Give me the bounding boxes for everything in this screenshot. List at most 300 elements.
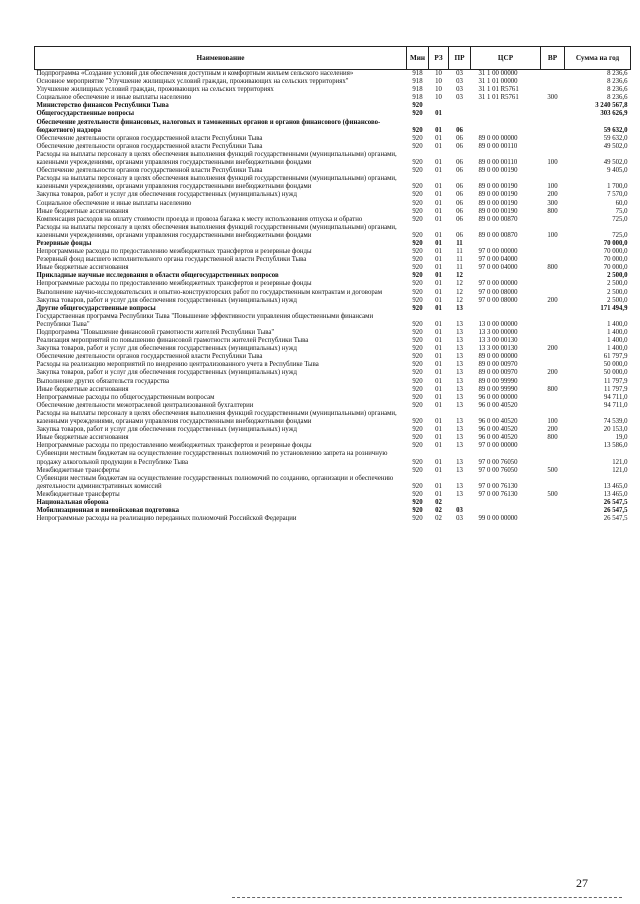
row-min: 918: [412, 70, 423, 77]
row-vr: [541, 305, 565, 313]
row-pr: 06: [456, 231, 463, 239]
row-vr: [541, 167, 565, 175]
row-csr: [471, 272, 541, 280]
row-sum: 70 000,0: [603, 264, 628, 272]
row-min: 920: [412, 337, 423, 345]
row-vr: [541, 256, 565, 264]
row-sum: 1 400,0: [607, 345, 628, 353]
row-pr: 13: [456, 401, 463, 409]
row-sum: 2 500,0: [607, 296, 628, 304]
row-csr: [471, 305, 541, 313]
table-row: [35, 353, 631, 361]
row-name: Основное мероприятие "Улучшение жилищных условий граждан, проживающих на сельских территориях": [36, 78, 349, 86]
row-vr: [541, 442, 565, 450]
row-min: 920: [412, 159, 423, 167]
header-vr: ВР: [541, 47, 565, 70]
row-rz: 01: [435, 207, 442, 215]
row-pr: 13: [456, 393, 463, 401]
row-rz: 01: [435, 434, 442, 442]
table-row: [35, 135, 631, 143]
row-name: Обеспечение деятельности финансовых, налоговых и таможенных органов и органов финансового (финансово-бюджетного) надзора: [36, 118, 381, 134]
row-vr: [541, 378, 565, 386]
row-min: 920: [412, 466, 423, 474]
row-min: 920: [412, 272, 423, 280]
table-row: [35, 410, 631, 426]
table-row: [35, 200, 631, 208]
row-name: Резервные фонды: [36, 239, 92, 247]
row-name: Резервный фонд высшего исполнительного органа государственной власти Республики Тыва: [36, 256, 307, 264]
table-row: [35, 240, 631, 248]
row-pr: [449, 110, 471, 118]
row-rz: 01: [435, 159, 442, 167]
row-csr: 89 0 00 99990: [478, 377, 518, 385]
table-row: [35, 143, 631, 151]
row-name: Закупка товаров, работ и услуг для обеспечения государственных (муниципальных) нужд: [36, 369, 297, 377]
row-min: 920: [412, 434, 423, 442]
row-csr: 96 0 00 00000: [478, 393, 518, 401]
row-name: Национальная оборона: [36, 498, 109, 506]
row-csr: 99 0 00 00000: [478, 515, 518, 523]
row-vr: [541, 216, 565, 224]
row-csr: 89 0 00 00870: [478, 231, 518, 239]
table-row: [35, 434, 631, 442]
row-sum: 1 700,0: [607, 183, 628, 191]
row-vr: 200: [547, 345, 558, 353]
table-row: [35, 191, 631, 199]
row-vr: 200: [547, 296, 558, 304]
row-min: 920: [412, 393, 423, 401]
row-rz: 01: [435, 442, 442, 450]
row-vr: [541, 515, 565, 523]
row-sum: 2 500,0: [607, 272, 628, 280]
row-rz: 10: [435, 78, 442, 86]
row-min: 920: [412, 248, 423, 256]
row-vr: 100: [547, 418, 558, 426]
table-row: [35, 167, 631, 175]
row-csr: 89 0 00 00000: [478, 353, 518, 361]
table-body: [35, 70, 631, 524]
row-vr: [541, 110, 565, 118]
row-name: Иные бюджетные ассигнования: [36, 385, 129, 393]
row-vr: [541, 280, 565, 288]
row-pr: 13: [456, 466, 463, 474]
row-min: 920: [412, 215, 423, 223]
row-sum: 1 400,0: [607, 320, 628, 328]
row-csr: 89 0 00 00870: [478, 215, 518, 223]
row-vr: [541, 70, 565, 79]
row-csr: 97 0 00 00000: [478, 280, 518, 288]
row-rz: 01: [435, 482, 442, 490]
row-vr: 500: [547, 466, 558, 474]
row-pr: 12: [456, 272, 463, 280]
row-rz: 01: [435, 401, 442, 409]
row-rz: 01: [435, 393, 442, 401]
table-row: [35, 450, 631, 466]
row-sum: 49 502,0: [603, 142, 628, 150]
row-name: Расходы на реализацию мероприятий по внедрению централизованного учета в Республике Тыва: [36, 361, 319, 369]
row-pr: 11: [456, 248, 463, 256]
row-name: Реализация мероприятий по повышению финансовой грамотности жителей Республики Тыва: [36, 337, 309, 345]
row-vr: 800: [547, 434, 558, 442]
row-min: 920: [412, 264, 423, 272]
row-pr: 13: [456, 426, 463, 434]
row-pr: 13: [456, 345, 463, 353]
row-rz: 01: [435, 256, 442, 264]
row-pr: 13: [456, 490, 463, 498]
row-min: 920: [412, 191, 423, 199]
row-pr: 12: [456, 288, 463, 296]
table-row: [35, 378, 631, 386]
row-pr: 11: [456, 256, 463, 264]
row-rz: 01: [435, 280, 442, 288]
row-csr: 97 0 00 00000: [478, 248, 518, 256]
row-pr: 06: [456, 167, 463, 175]
table-row: [35, 102, 631, 110]
row-min: 920: [412, 482, 423, 490]
row-rz: 01: [435, 239, 442, 247]
row-min: 920: [412, 490, 423, 498]
row-rz: 02: [435, 498, 442, 506]
row-csr: 89 0 00 00970: [478, 361, 518, 369]
row-rz: 01: [435, 458, 442, 466]
row-sum: 49 502,0: [603, 159, 628, 167]
row-rz: 01: [435, 110, 442, 118]
table-row: [35, 119, 631, 135]
table-row: [35, 264, 631, 272]
row-min: 920: [412, 199, 423, 207]
row-vr: 100: [547, 183, 558, 191]
row-min: 920: [412, 369, 423, 377]
row-min: 920: [412, 353, 423, 361]
row-sum: 11 797,9: [603, 377, 628, 385]
table-row: [35, 394, 631, 402]
row-rz: 02: [435, 507, 442, 515]
table-row: [35, 86, 631, 94]
row-min: 918: [412, 78, 423, 86]
row-name: Закупка товаров, работ и услуг для обеспечения государственных (муниципальных) нужд: [36, 426, 297, 434]
row-vr: [541, 86, 565, 94]
row-sum: 8 236,6: [607, 70, 628, 77]
row-name: Межбюджетные трансферты: [36, 490, 120, 498]
row-csr: [471, 507, 541, 515]
row-csr: 31 1 01 R5761: [478, 86, 519, 94]
row-vr: [541, 313, 565, 329]
row-pr: 13: [456, 337, 463, 345]
table-row: [35, 78, 631, 86]
row-rz: 01: [435, 248, 442, 256]
row-rz: 10: [435, 70, 442, 77]
page-number: 27: [576, 876, 588, 890]
row-sum: 75,0: [615, 207, 628, 215]
row-pr: 06: [456, 142, 463, 150]
header-sum: Сумма на год: [565, 47, 631, 70]
row-vr: [541, 119, 565, 135]
row-vr: 800: [547, 207, 558, 215]
row-rz: 01: [435, 167, 442, 175]
table-row: [35, 329, 631, 337]
table-row: [35, 426, 631, 434]
row-csr: 13 3 00 00130: [478, 337, 518, 345]
row-csr: 97 0 00 08000: [478, 296, 518, 304]
row-pr: 03: [456, 507, 463, 515]
row-min: 920: [412, 288, 423, 296]
row-pr: 03: [456, 94, 463, 102]
row-csr: 13 3 00 00130: [478, 345, 518, 353]
row-sum: 7 570,0: [607, 191, 628, 199]
row-csr: 96 0 00 40520: [478, 426, 518, 434]
row-rz: 01: [435, 418, 442, 426]
row-sum: 60,0: [615, 199, 628, 207]
row-pr: 03: [456, 515, 463, 523]
row-rz: 01: [435, 126, 442, 134]
row-sum: 121,0: [612, 466, 628, 474]
row-sum: 8 236,6: [607, 94, 628, 102]
row-min: 920: [412, 239, 423, 247]
row-vr: [541, 272, 565, 280]
row-min: 920: [412, 231, 423, 239]
row-pr: 12: [456, 280, 463, 288]
row-rz: 02: [435, 515, 442, 523]
row-pr: 13: [456, 353, 463, 361]
row-csr: 97 0 00 76050: [478, 466, 518, 474]
header-name: Наименование: [35, 47, 407, 70]
row-pr: 06: [456, 126, 463, 134]
row-pr: [449, 499, 471, 507]
row-rz: 01: [435, 199, 442, 207]
row-rz: 01: [435, 183, 442, 191]
row-min: 920: [412, 296, 423, 304]
row-name: Непрограммные расходы по предоставлению межбюджетных трансфертов и резервные фонды: [36, 248, 312, 256]
row-sum: 70 000,0: [603, 256, 628, 264]
row-csr: [471, 240, 541, 248]
row-pr: 06: [456, 199, 463, 207]
row-min: 920: [412, 418, 423, 426]
row-min: 920: [412, 256, 423, 264]
row-csr: 96 0 00 40520: [478, 418, 518, 426]
header-rz: РЗ: [429, 47, 449, 70]
row-sum: 121,0: [612, 458, 628, 466]
row-csr: 31 1 01 00000: [478, 78, 518, 86]
row-csr: 97 0 00 76050: [478, 458, 518, 466]
row-min: 920: [412, 280, 423, 288]
row-csr: 97 0 00 76130: [478, 482, 518, 490]
row-min: 920: [412, 498, 423, 506]
row-sum: 2 500,0: [607, 280, 628, 288]
row-name: Мобилизационная и вневойсковая подготовка: [36, 507, 180, 515]
row-rz: 01: [435, 377, 442, 385]
row-vr: [541, 102, 565, 110]
table-row: [35, 297, 631, 305]
row-sum: 8 236,6: [607, 86, 628, 94]
table-row: [35, 94, 631, 102]
row-csr: 89 0 00 00110: [478, 159, 518, 167]
row-vr: [541, 289, 565, 297]
row-sum: 2 500,0: [607, 288, 628, 296]
row-min: 920: [412, 304, 423, 312]
row-name: Социальное обеспечение и иные выплаты населению: [36, 94, 192, 102]
table-row: [35, 208, 631, 216]
table-row: [35, 248, 631, 256]
table-row: [35, 151, 631, 167]
row-rz: 01: [435, 329, 442, 336]
row-name: Непрограммные расходы по общегосударственным вопросам: [36, 393, 215, 401]
row-name: Компенсация расходов на оплату стоимости проезда и провоза багажа к месту использования отпуска и обратно: [36, 215, 363, 223]
table-row: [35, 369, 631, 377]
row-rz: 01: [435, 426, 442, 434]
row-vr: [541, 353, 565, 361]
row-vr: [541, 499, 565, 507]
row-vr: [541, 329, 565, 337]
row-sum: 59 632,0: [603, 134, 628, 142]
row-vr: [541, 143, 565, 151]
footer-rule: [232, 897, 622, 898]
table-row: [35, 337, 631, 345]
row-sum: 19,0: [615, 434, 628, 442]
row-min: 920: [412, 320, 423, 328]
table-row: [35, 499, 631, 507]
row-name: Расходы на выплаты персоналу в целях обеспечения выполнения функций государственными (муниципальными) органами, казенными учреждениями, органами управления государственными внебюджетными фондами: [36, 150, 397, 167]
row-name: Государственная программа Республики Тыва "Повышение эффективности управления общественными финансами Республики Тыва": [36, 312, 374, 328]
row-name: Общегосударственные вопросы: [36, 110, 135, 118]
row-vr: [541, 475, 565, 491]
row-pr: 13: [456, 377, 463, 385]
row-rz: 01: [435, 264, 442, 272]
row-min: 920: [412, 377, 423, 385]
row-csr: 89 0 00 00000: [478, 134, 518, 142]
header-csr: ЦСР: [471, 47, 541, 70]
row-rz: 01: [435, 191, 442, 199]
row-pr: 12: [456, 296, 463, 304]
row-sum: 26 547,5: [603, 498, 628, 506]
row-pr: 03: [456, 70, 463, 77]
row-name: Министерство финансов Республики Тыва: [36, 102, 169, 110]
row-min: 920: [412, 442, 423, 450]
row-sum: 3 240 567,8: [595, 102, 628, 110]
table-row: [35, 345, 631, 353]
row-sum: 50 000,0: [603, 361, 628, 369]
row-csr: 89 0 00 00190: [478, 199, 518, 207]
row-name: Обеспечение деятельности органов государственной власти Республики Тыва: [36, 142, 263, 150]
row-vr: [541, 394, 565, 402]
row-min: 920: [412, 507, 423, 515]
row-min: 920: [412, 134, 423, 142]
row-min: 920: [412, 401, 423, 409]
row-rz: 01: [435, 215, 442, 223]
row-csr: 97 0 00 00000: [478, 442, 518, 450]
row-rz: 01: [435, 142, 442, 150]
row-name: Обеспечение деятельности органов государственной власти Республики Тыва: [36, 134, 263, 142]
header-min: Мин: [407, 47, 429, 70]
row-name: Выполнение других обязательств государства: [36, 377, 170, 385]
row-csr: [471, 499, 541, 507]
table-header: [35, 47, 631, 70]
row-csr: 97 0 00 08000: [478, 288, 518, 296]
table-row: [35, 386, 631, 394]
row-min: 920: [412, 361, 423, 369]
row-name: Непрограммные расходы по предоставлению межбюджетных трансфертов и резервные фонды: [36, 442, 312, 450]
row-min: 918: [412, 94, 423, 102]
row-sum: 26 547,5: [603, 507, 628, 515]
row-vr: 100: [547, 159, 558, 167]
row-sum: 725,0: [612, 231, 628, 239]
row-name: Закупка товаров, работ и услуг для обеспечения государственных (муниципальных) нужд: [36, 345, 297, 353]
row-pr: 06: [456, 134, 463, 142]
row-vr: 300: [547, 94, 558, 102]
row-name: Субвенции местным бюджетам на осуществление государственных полномочий по созданию, организации и обеспечению деятельности административных комиссий: [36, 474, 394, 490]
row-pr: 13: [456, 442, 463, 450]
row-csr: 89 0 00 99990: [478, 385, 518, 393]
row-csr: 13 0 00 00000: [478, 320, 518, 328]
row-rz: [429, 102, 449, 110]
row-csr: 31 1 00 00000: [478, 70, 518, 77]
row-rz: 01: [435, 385, 442, 393]
table-row: [35, 515, 631, 523]
row-rz: 01: [435, 134, 442, 142]
row-sum: 59 632,0: [603, 126, 628, 134]
row-sum: 94 711,0: [603, 401, 628, 409]
table-row: [35, 289, 631, 297]
row-pr: 13: [456, 458, 463, 466]
row-vr: [541, 78, 565, 86]
table-row: [35, 313, 631, 329]
row-min: 920: [412, 385, 423, 393]
row-name: Непрограммные расходы по предоставлению межбюджетных трансфертов и резервные фонды: [36, 280, 312, 288]
row-csr: 89 0 00 00190: [478, 207, 518, 215]
row-pr: 03: [456, 86, 463, 94]
row-vr: 100: [547, 231, 558, 239]
row-rz: 01: [435, 320, 442, 328]
row-rz: 01: [435, 345, 442, 353]
row-name: Закупка товаров, работ и услуг для обеспечения государственных (муниципальных) нужд: [36, 296, 297, 304]
row-name: Выполнение научно-исследовательских и опытно-конструкторских работ по государственным контрактам и договорам: [36, 288, 383, 296]
row-name: Непрограммные расходы на реализацию переданных полномочий Российской Федерации: [36, 515, 297, 523]
row-sum: 20 153,0: [603, 426, 628, 434]
row-pr: 13: [456, 361, 463, 369]
row-pr: 06: [456, 207, 463, 215]
row-pr: 03: [456, 78, 463, 86]
row-pr: 13: [456, 304, 463, 312]
table-row: [35, 475, 631, 491]
row-rz: 01: [435, 296, 442, 304]
row-pr: 13: [456, 385, 463, 393]
row-min: 920: [412, 126, 423, 134]
row-csr: 31 1 01 R5761: [478, 94, 519, 102]
row-csr: 97 0 00 04000: [478, 264, 518, 272]
row-min: 920: [412, 515, 423, 523]
row-pr: 13: [456, 329, 463, 336]
row-sum: 70 000,0: [603, 248, 628, 256]
row-sum: 1 400,0: [607, 329, 628, 336]
table-row: [35, 402, 631, 410]
row-pr: [449, 102, 471, 110]
row-vr: 200: [547, 426, 558, 434]
row-csr: 96 0 00 40520: [478, 434, 518, 442]
row-name: Закупка товаров, работ и услуг для обеспечения государственных (муниципальных) нужд: [36, 191, 297, 199]
row-min: 918: [412, 86, 423, 94]
row-csr: 97 0 00 04000: [478, 256, 518, 264]
row-min: 920: [412, 345, 423, 353]
row-pr: 13: [456, 369, 463, 377]
row-vr: [541, 361, 565, 369]
row-min: 920: [412, 167, 423, 175]
row-sum: 725,0: [612, 215, 628, 223]
row-vr: [541, 337, 565, 345]
row-min: 920: [412, 142, 423, 150]
row-min: 920: [412, 110, 423, 118]
table-row: [35, 272, 631, 280]
budget-table: [34, 46, 631, 523]
row-sum: 13 465,0: [603, 482, 628, 490]
